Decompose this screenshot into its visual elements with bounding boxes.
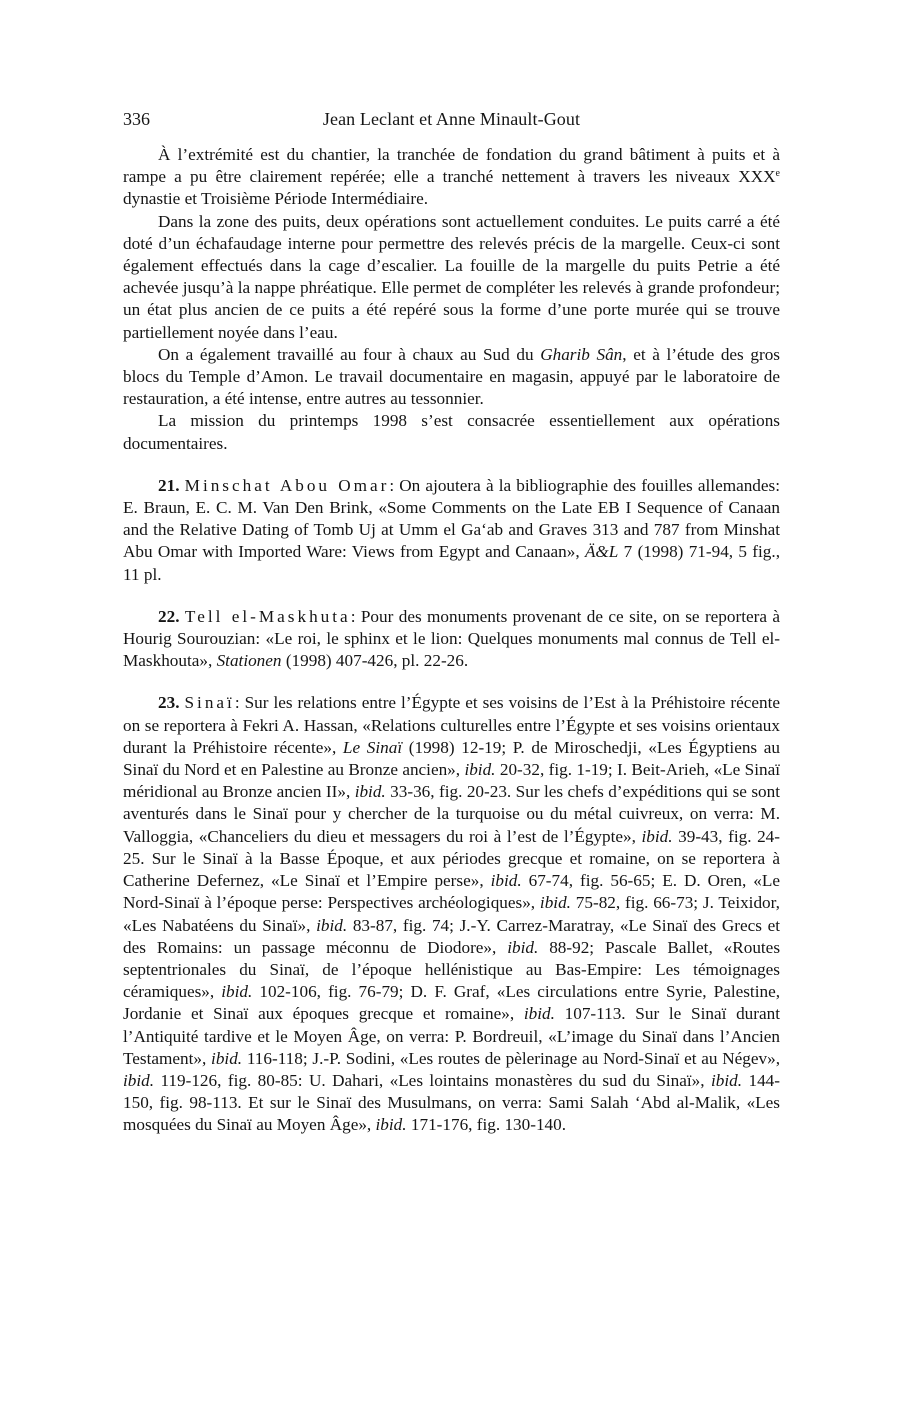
paragraph: Dans la zone des puits, deux opérations sont actuellement conduites. Le puits carré a été doté d’un échafaudage interne pour permettre des relevés précis de la margelle. Ceux-ci sont également effectués dans la cage d’escalier. La fouille de la margelle du puits Petrie a été achevée jusqu’à la nappe phréatique. Elle permet de compléter les relevés à grande profondeur; un état plus ancien de ce puits a été repéré sous la forme d’une porte murée qui se trouve partiellement noyée dans l’eau.	[123, 211, 780, 342]
intro-text	[123, 144, 780, 455]
page	[123, 108, 780, 1137]
page-header	[123, 108, 780, 144]
section-number: 22.	[158, 606, 180, 626]
section-21: 21. Minschat Abou Omar: On ajoutera à la bibliographie des fouilles allemandes: E. Braun, E. C. M. Van Den Brink, «Some Comments on the Late EB I Sequence of Canaan and the Relative Dating of Tomb Uj at Umm el Ga‘ab and Graves 313 and 787 from Minshat Abu Omar with Imported Ware: Views from Egypt and Canaan», Ä&L 7 (1998) 71-94, 5 fig., 11 pl.	[123, 475, 780, 584]
section-22: 22. Tell el-Maskhuta: Pour des monuments provenant de ce site, on se reportera à Hourig Sourouzian: «Le roi, le sphinx et le lion: Quelques monuments mal connus de Tell el-Maskhouta», Stationen (1998) 407-426, pl. 22-26.	[123, 606, 781, 671]
site-name: Tell el-Maskhuta	[184, 606, 351, 626]
paragraph: La mission du printemps 1998 s’est consacrée essentiellement aux opérations documentaires.	[123, 411, 780, 453]
running-head: Jean Leclant et Anne Minault-Gout	[322, 109, 581, 129]
paragraph: À l’extrémité est du chantier, la tranchée de fondation du grand bâtiment à puits et à rampe a pu être clairement repérée; elle a tranché nettement à travers les niveaux XXXe dynastie et Troisième Période Intermédiaire.	[123, 145, 780, 209]
site-name: Minschat Abou Omar	[184, 475, 390, 495]
page-number: 336	[123, 109, 150, 129]
section-number: 21.	[158, 475, 180, 495]
section-number: 23.	[158, 693, 180, 713]
paragraph: On a également travaillé au four à chaux au Sud du Gharib Sân, et à l’étude des gros blocs du Temple d’Amon. Le travail documentaire en magasin, appuyé par le laboratoire de restauration, a été intense, entre autres au tessonnier.	[123, 344, 780, 409]
section-23: 23. Sinaï: Sur les relations entre l’Égypte et ses voisins de l’Est à la Préhistoire récente on se reportera à Fekri A. Hassan, «Relations culturelles entre l’Égypte et ses voisins orientaux durant la Préhistoire récente», Le Sinaï (1998) 12-19; P. de Miroschedji, «Les Égyptiens au Sinaï du Nord et en Palestine au Bronze ancien», ibid. 20-32, fig. 1-19; I. Beit-Arieh, «Le Sinaï méridional au Bronze ancien II», ibid. 33-36, fig. 20-23. Sur les chefs d’expéditions qui se sont aventurés dans le Sinaï pour y chercher de la turquoise ou du métal cuivreux, on verra: M. Valloggia, «Chanceliers du dieu et messagers du roi à l’est de l’Égypte», ibid. 39-43, fig. 24-25. Sur le Sinaï à la Basse Époque, et aux périodes grecque et romaine, on se reportera à Catherine Defernez, «Le Sinaï et l’Empire perse», ibid. 67-74, fig. 56-65; E. D. Oren, «Le Nord-Sinaï à l’époque perse: Perspectives archéologiques», ibid. 75-82, fig. 66-73; J. Teixidor, «Les Nabatéens du Sinaï», ibid. 83-87, fig. 74; J.-Y. Carrez-Maratray, «Le Sinaï des Grecs et des Romains: un passage méconnu de Diodore», ibid. 88-92; Pascale Ballet, «Routes septentrionales du Sinaï, de l’époque hellénistique au Bas-Empire: Les témoignages céramiques», ibid. 102-106, fig. 76-79; D. F. Graf, «Les circulations entre Syrie, Palestine, Jordanie et Sinaï aux époques grecque et romaine», ibid. 107-113. Sur le Sinaï durant l’Antiquité tardive et le Moyen Âge, on verra: P. Bordreuil, «L’image du Sinaï dans l’Ancien Testament», ibid. 116-118; J.-P. Sodini, «Les routes de pèlerinage au Nord-Sinaï et au Négev», ibid. 119-126, fig. 80-85: U. Dahari, «Les lointains monastères du sud du Sinaï», ibid. 144-150, fig. 98-113. Et sur le Sinaï des Musulmans, on verra: Sami Salah ‘Abd al-Malik, «Les mosquées du Sinaï au Moyen Âge», ibid. 171-176, fig. 130-140.	[123, 693, 781, 1135]
site-name: Sinaï	[184, 693, 235, 713]
